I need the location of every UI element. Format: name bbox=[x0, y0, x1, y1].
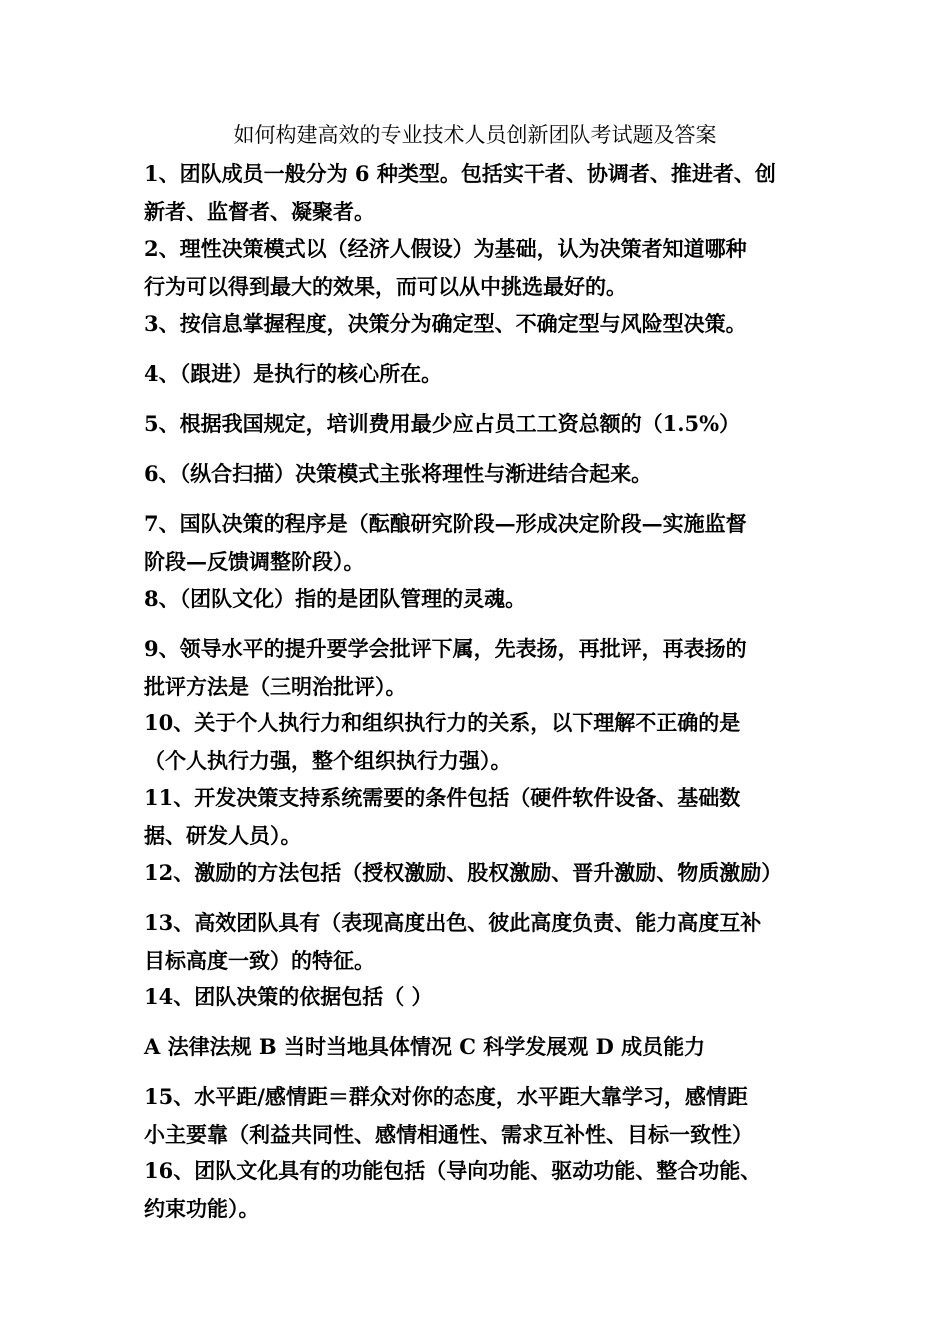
document-title: 如何构建高效的专业技术人员创新团队考试题及答案 bbox=[233, 123, 717, 147]
text-line: 小主要靠（利益共同性、感情相通性、需求互补性、目标一致性） bbox=[144, 1122, 753, 1147]
text-line: A 法律法规 B 当时当地具体情况 C 科学发展观 D 成员能力 bbox=[144, 1034, 706, 1059]
text-line: 16、团队文化具有的功能包括（导向功能、驱动功能、整合功能、 bbox=[144, 1158, 762, 1183]
text-line: 12、激励的方法包括（授权激励、股权激励、晋升激励、物质激励） bbox=[144, 860, 783, 885]
question-item-6 bbox=[144, 455, 808, 493]
text-line: 5、根据我国规定，培训费用最少应占员工工资总额的（1.5%） bbox=[144, 411, 741, 436]
question-item-14 bbox=[144, 978, 808, 1016]
text-line: 目标高度一致）的特征。 bbox=[144, 948, 375, 973]
question-item-15 bbox=[144, 1078, 808, 1154]
text-line: 3、按信息掌握程度，决策分为确定型、不确定型与风险型决策。 bbox=[144, 311, 747, 336]
text-line: 据、研发人员）。 bbox=[144, 823, 302, 848]
text-line: 行为可以得到最大的效果，而可以从中挑选最好的。 bbox=[144, 274, 627, 299]
text-line: 6、（纵合扫描）决策模式主张将理性与渐进结合起来。 bbox=[144, 461, 653, 486]
text-line: 15、水平距/感情距＝群众对你的态度，水平距大靠学习，感情距 bbox=[144, 1084, 748, 1109]
question-item-9 bbox=[144, 630, 808, 706]
text-line: 7、国队决策的程序是（酝酿研究阶段—形成决定阶段—实施监督 bbox=[144, 511, 747, 536]
question-item-7 bbox=[144, 505, 808, 581]
question-item-11 bbox=[144, 779, 808, 855]
answer-options bbox=[144, 1028, 808, 1066]
text-line: 约束功能）。 bbox=[144, 1196, 260, 1221]
question-item-12 bbox=[144, 854, 808, 892]
question-item-8 bbox=[144, 580, 808, 618]
text-line: 14、团队决策的依据包括（ ） bbox=[144, 984, 433, 1009]
text-line: 2、理性决策模式以（经济人假设）为基础，认为决策者知道哪种 bbox=[144, 236, 747, 261]
text-line: （个人执行力强，整个组织执行力强）。 bbox=[144, 748, 512, 773]
question-item-3 bbox=[144, 305, 808, 343]
question-item-10 bbox=[144, 704, 808, 780]
question-item-16 bbox=[144, 1152, 808, 1228]
text-line: 1、团队成员一般分为 6 种类型。包括实干者、协调者、推进者、创 bbox=[144, 161, 776, 186]
question-item-4 bbox=[144, 355, 808, 393]
question-item-2 bbox=[144, 230, 808, 306]
text-line: 批评方法是（三明治批评）。 bbox=[144, 674, 407, 699]
text-line: 10、关于个人执行力和组织执行力的关系，以下理解不正确的是 bbox=[144, 710, 741, 735]
question-item-1 bbox=[144, 155, 808, 231]
text-line: 4、（跟进）是执行的核心所在。 bbox=[144, 361, 443, 386]
text-line: 9、领导水平的提升要学会批评下属，先表扬，再批评，再表扬的 bbox=[144, 636, 747, 661]
question-item-13 bbox=[144, 904, 808, 980]
text-line: 新者、监督者、凝聚者。 bbox=[144, 199, 375, 224]
text-line: 11、开发决策支持系统需要的条件包括（硬件软件设备、基础数 bbox=[144, 785, 741, 810]
text-line: 13、高效团队具有（表现高度出色、彼此高度负责、能力高度互补 bbox=[144, 910, 762, 935]
text-line: 8、（团队文化）指的是团队管理的灵魂。 bbox=[144, 586, 527, 611]
text-line: 阶段—反馈调整阶段）。 bbox=[144, 549, 365, 574]
question-item-5 bbox=[144, 405, 808, 443]
